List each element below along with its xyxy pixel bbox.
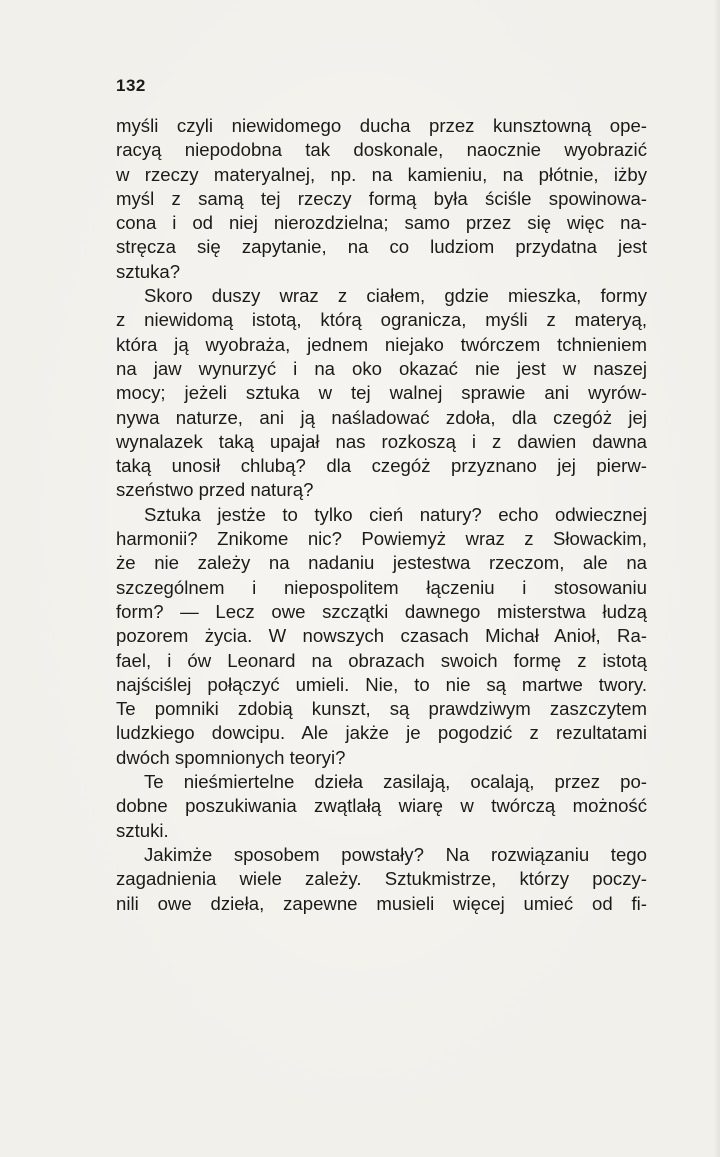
text-line: fael, i ów Leonard na obrazach swoich formę z istotą — [116, 649, 647, 671]
text-line: na jaw wynurzyć i na oko okazać nie jest w naszej — [116, 357, 647, 379]
text-line: stręcza się zapytanie, na co ludziom przydatna jest — [116, 236, 647, 258]
text-line: nywa naturze, ani ją naśladować zdoła, dla czegóż jej — [116, 406, 647, 428]
text-line: Skoro duszy wraz z ciałem, gdzie mieszka, formy — [144, 285, 647, 307]
text-line: cona i od niej nierozdzielna; samo przez się więc na- — [116, 212, 647, 234]
text-line: racyą niepodobna tak doskonale, naocznie wyobrazić — [116, 139, 647, 161]
text-line: harmonii? Znikome nic? Powiemyż wraz z Słowackim, — [116, 528, 647, 550]
text-line: dwóch spomnionych teoryi? — [116, 746, 346, 768]
text-line: zagadnienia wiele zależy. Sztukmistrze, którzy poczy- — [116, 868, 647, 890]
text-line: szczególnem i niepospolitem łączeniu i stosowaniu — [116, 576, 647, 598]
text-line: sztuka? — [116, 260, 181, 282]
text-line: z niewidomą istotą, którą ogranicza, myśli z materyą, — [116, 309, 647, 331]
text-line: w rzeczy materyalnej, np. na kamieniu, na płótnie, iżby — [116, 163, 647, 185]
text-line: mocy; jeżeli sztuka w tej walnej sprawie ani wyrów- — [116, 382, 647, 404]
body-text — [116, 114, 647, 916]
text-line: form? — Lecz owe szczątki dawnego misterstwa łudzą — [116, 600, 647, 622]
text-line: myśl z samą tej rzeczy formą była ściśle spowinowa- — [116, 187, 647, 209]
text-line: najściślej połączyć umieli. Nie, to nie są martwe twory. — [116, 673, 647, 695]
text-line: Sztuka jestże to tylko cień natury? echo odwiecznej — [144, 503, 647, 525]
text-line: Te nieśmiertelne dzieła zasilają, ocalają, przez po- — [144, 771, 647, 793]
text-line: pozorem życia. W nowszych czasach Michał Anioł, Ra- — [116, 625, 647, 647]
text-line: ludzkiego dowcipu. Ale jakże je pogodzić z rezultatami — [116, 722, 647, 744]
text-line: Te pomniki zdobią kunszt, są prawdziwym zaszczytem — [116, 698, 647, 720]
text-line: dobne poszukiwania zwątlałą wiarę w twórczą możność — [116, 795, 647, 817]
text-line: taką unosił chlubą? dla czegóż przyznano jej pierw- — [116, 455, 647, 477]
page-number: 132 — [116, 76, 146, 95]
text-line: która ją wyobraża, jednem niejako twórczem tchnieniem — [116, 333, 647, 355]
scan-edge-shadow — [714, 0, 720, 1157]
text-line: sztuki. — [116, 819, 169, 841]
text-line: nili owe dzieła, zapewne musieli więcej umieć od fi- — [116, 892, 647, 914]
text-line: Jakimże sposobem powstały? Na rozwiązaniu tego — [144, 843, 647, 865]
text-line: szeństwo przed naturą? — [116, 479, 314, 501]
text-line: że nie zależy na nadaniu jestestwa rzeczom, ale na — [116, 552, 647, 574]
text-line: myśli czyli niewidomego ducha przez kunsztowną ope- — [116, 115, 647, 136]
text-line: wynalazek taką upajał nas rozkoszą i z dawien dawna — [116, 430, 647, 452]
